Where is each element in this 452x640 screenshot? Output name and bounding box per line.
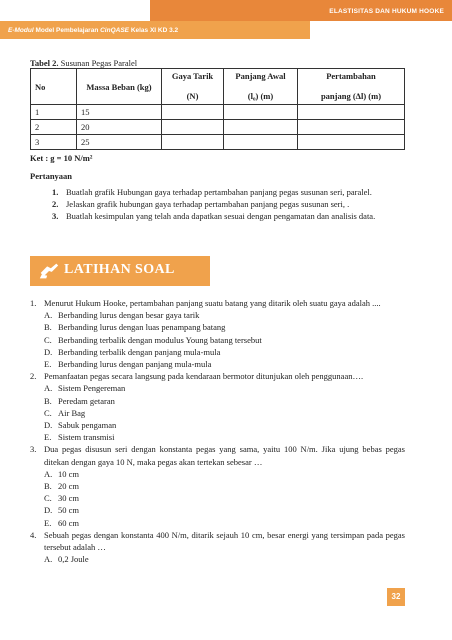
- question-text: Jelaskan grafik hubungan gaya terhadap pertambahan panjang pegas susunan seri, .: [66, 199, 350, 210]
- header-cinqase: CinQASE: [100, 27, 130, 34]
- answer-option: [30, 480, 405, 492]
- cell-empty: [162, 135, 224, 150]
- questions-list: [52, 186, 407, 223]
- answer-option: [30, 468, 405, 480]
- exercise-list: [30, 297, 405, 565]
- col-pertambahan-unit: panjang (Δl) (m): [320, 91, 382, 101]
- cell-empty: [162, 120, 224, 135]
- answer-option: [30, 419, 405, 431]
- option-text: Sabuk pengaman: [58, 420, 117, 431]
- table-row: [31, 120, 405, 135]
- answer-option: [30, 504, 405, 516]
- question-number: 3.: [52, 211, 59, 222]
- list-item: [52, 210, 407, 222]
- table-caption-bold: Tabel 2.: [30, 58, 59, 68]
- option-text: Sistem transmisi: [58, 432, 115, 443]
- col-pertambahan: [298, 69, 405, 105]
- header-mid: Model Pembelajaran: [33, 27, 101, 34]
- spring-data-table: [30, 68, 405, 150]
- header-emodul: E-Modul: [8, 27, 34, 34]
- option-letter: C.: [44, 493, 52, 504]
- table-row: [31, 105, 405, 120]
- cell-no: 2: [31, 120, 77, 135]
- page-number: 32: [387, 588, 405, 606]
- answer-option: [30, 346, 405, 358]
- answer-option: [30, 382, 405, 394]
- col-no: No: [31, 69, 77, 105]
- answer-option: [30, 431, 405, 443]
- option-text: 30 cm: [58, 493, 80, 504]
- option-letter: B.: [44, 481, 52, 492]
- option-text: Berbanding terbalik dengan modulus Young batang tersebut: [58, 334, 262, 345]
- cell-empty: [298, 135, 405, 150]
- cell-no: 3: [31, 135, 77, 150]
- option-text: Sistem Pengereman: [58, 383, 126, 394]
- option-letter: E.: [44, 359, 52, 370]
- header-end: Kelas XI KD 3.2: [129, 27, 179, 34]
- option-letter: D.: [44, 505, 53, 516]
- option-letter: A.: [44, 468, 53, 479]
- col-panjang: [224, 69, 298, 105]
- col-pertambahan-label: Pertambahan: [326, 71, 376, 81]
- cell-no: 1: [31, 105, 77, 120]
- exercise-number: 1.: [30, 298, 37, 308]
- option-letter: E.: [44, 432, 52, 443]
- option-text: Air Bag: [58, 407, 86, 418]
- question-text: Buatlah grafik Hubungan gaya terhadap pertambahan panjang pegas susunan seri, paralel.: [66, 187, 372, 197]
- header-module-title: [0, 21, 310, 39]
- cell-empty: [298, 120, 405, 135]
- answer-option: [30, 334, 405, 346]
- question-text: Buatlah kesimpulan yang telah anda dapatkan sesuai dengan pengamatan dan analisis data.: [66, 211, 376, 222]
- option-letter: B.: [44, 395, 52, 406]
- cell-massa: 25: [77, 135, 162, 150]
- answer-option: [30, 492, 405, 504]
- cell-empty: [162, 105, 224, 120]
- col-gaya: [162, 69, 224, 105]
- answer-option: [30, 395, 405, 407]
- answer-option: [30, 517, 405, 529]
- section-title: LATIHAN SOAL: [64, 262, 175, 277]
- col-gaya-label: Gaya Tarik: [171, 71, 214, 81]
- cell-empty: [224, 120, 298, 135]
- list-item: [52, 198, 407, 210]
- exercise-text: Dua pegas disusun seri dengan konstanta pegas yang sama, yaitu 100 N/m. Jika ujung bebas pegas ditekan dengan gaya 10 N, maka pegas akan tertekan sebesar …: [44, 444, 405, 467]
- exercise-question: [30, 443, 405, 467]
- option-letter: D.: [44, 346, 53, 357]
- col-massa: Massa Beban (kg): [77, 69, 162, 105]
- answer-option: [30, 309, 405, 321]
- exercise-number: 3.: [30, 444, 37, 455]
- option-letter: B.: [44, 322, 52, 333]
- answer-option: [30, 321, 405, 333]
- table-header-row: [31, 69, 405, 105]
- option-text: 10 cm: [58, 468, 80, 479]
- option-letter: A.: [44, 383, 53, 394]
- option-letter: A.: [44, 310, 53, 321]
- option-text: 20 cm: [58, 481, 80, 492]
- table-note: Ket : g = 10 N/m²: [30, 153, 93, 163]
- question-number: 1.: [52, 187, 59, 197]
- answer-option: [30, 553, 405, 565]
- exercise-number: 2.: [30, 371, 37, 382]
- cell-massa: 15: [77, 105, 162, 120]
- col-gaya-unit: (N): [186, 91, 199, 101]
- exercise-number: 4.: [30, 529, 37, 540]
- header-chapter-title: ELASTISITAS DAN HUKUM HOOKE: [150, 0, 452, 21]
- option-text: Berbanding lurus dengan panjang mula-mula: [58, 359, 212, 370]
- option-letter: D.: [44, 420, 53, 431]
- cell-empty: [224, 135, 298, 150]
- cell-empty: [224, 105, 298, 120]
- option-letter: E.: [44, 517, 52, 528]
- exercise-text: Sebuah pegas dengan konstanta 400 N/m, ditarik sejauh 10 cm, besar energi yang tersimpan pada pegas tersebut adalah …: [44, 529, 405, 553]
- option-letter: C.: [44, 407, 52, 418]
- option-letter: A.: [44, 554, 53, 565]
- col-panjang-label: Panjang Awal: [235, 71, 286, 81]
- section-banner: [30, 256, 210, 286]
- list-item: [52, 186, 407, 198]
- questions-heading: Pertanyaan: [30, 171, 73, 181]
- hand-pencil-icon: [38, 260, 60, 282]
- question-number: 2.: [52, 199, 59, 210]
- option-text: 0,2 Joule: [58, 554, 89, 565]
- table-caption: [30, 58, 137, 68]
- option-text: Berbanding lurus dengan luas penampang batang: [58, 322, 226, 333]
- option-text: 60 cm: [58, 517, 80, 528]
- exercise-question: [30, 297, 405, 309]
- table-row: [31, 135, 405, 150]
- answer-option: [30, 407, 405, 419]
- col-panjang-unit: (l₀) (m): [247, 91, 274, 101]
- option-text: Peredam getaran: [58, 395, 115, 406]
- cell-empty: [298, 105, 405, 120]
- option-letter: C.: [44, 334, 52, 345]
- exercise-text: Menurut Hukum Hooke, pertambahan panjang suatu batang yang ditarik oleh suatu gaya adalah ....: [44, 298, 381, 308]
- table-caption-rest: Susunan Pegas Paralel: [58, 58, 138, 68]
- answer-option: [30, 358, 405, 370]
- option-text: Berbanding terbalik dengan panjang mula-mula: [58, 346, 221, 357]
- cell-massa: 20: [77, 120, 162, 135]
- exercise-question: [30, 529, 405, 553]
- exercise-text: Pemanfaatan pegas secara langsung pada kendaraan bermotor ditunjukan oleh penggunaan….: [44, 371, 364, 382]
- option-text: 50 cm: [58, 505, 80, 516]
- option-text: Berbanding lurus dengan besar gaya tarik: [58, 310, 200, 321]
- exercise-question: [30, 370, 405, 382]
